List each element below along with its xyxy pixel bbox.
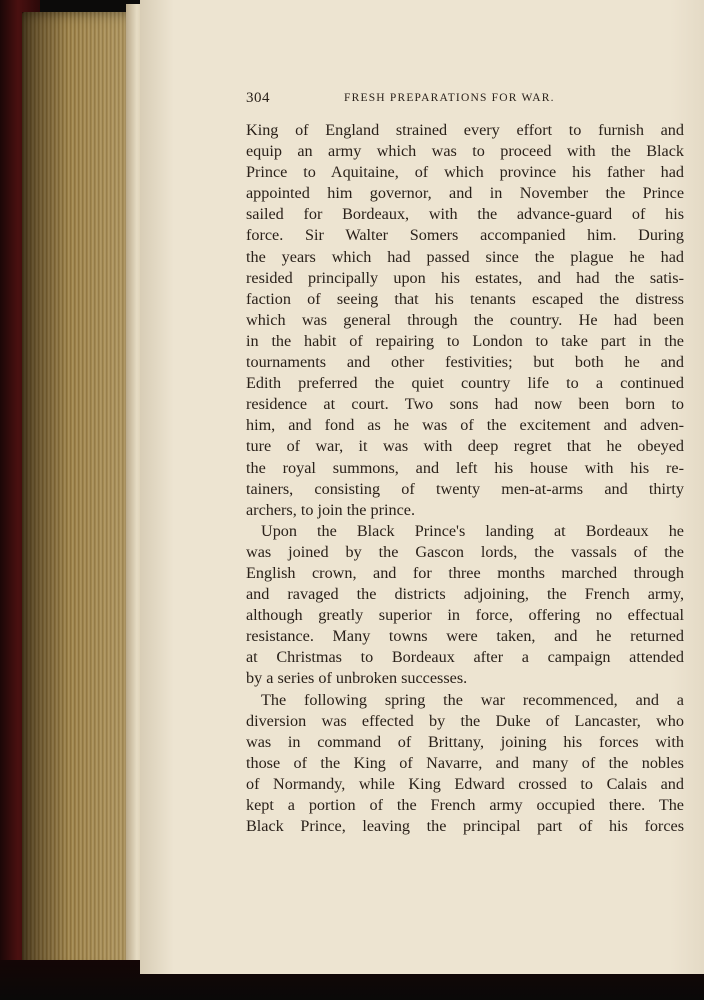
text-line: tainers, consisting of twenty men-at-arms and thirty (246, 479, 684, 498)
text-line: resided principally upon his estates, and had the satis- (246, 268, 684, 287)
text-line: the years which had passed since the plague he had (246, 247, 684, 266)
paragraph-start-line: The following spring the war recommenced, and a (261, 690, 684, 709)
paragraph-end-line: by a series of unbroken successes. (246, 669, 468, 688)
text-line: Edith preferred the quiet country life to a continued (246, 374, 684, 393)
text-line: residence at court. Two sons had now been born to (246, 395, 684, 414)
running-head: FRESH PREPARATIONS FOR WAR. (344, 92, 555, 104)
page-number: 304 (246, 90, 270, 106)
text-line: of Normandy, while King Edward crossed to Calais and (246, 774, 684, 793)
text-line: in the habit of repairing to London to take part in the (246, 331, 684, 350)
text-line: was in command of Brittany, joining his forces with (246, 732, 684, 751)
text-line: the royal summons, and left his house with his re- (246, 458, 684, 477)
text-line: which was general through the country. He had been (246, 310, 684, 329)
book-page (140, 0, 704, 974)
text-line: King of England strained every effort to furnish and (246, 121, 684, 139)
text-line: at Christmas to Bordeaux after a campaign attended (246, 648, 684, 667)
page-header (246, 90, 686, 110)
text-line: appointed him governor, and in November the Prince (246, 184, 684, 203)
paragraph-end-line: archers, to join the prince. (246, 500, 416, 519)
text-line: diversion was effected by the Duke of Lancaster, who (246, 711, 684, 730)
paragraph-start-line: Upon the Black Prince's landing at Bordeaux he (261, 521, 684, 540)
text-line: sailed for Bordeaux, with the advance-guard of his (246, 205, 684, 224)
text-line: equip an army which was to proceed with the Black (246, 142, 684, 161)
text-line: was joined by the Gascon lords, the vassals of the (246, 542, 684, 561)
text-line: Black Prince, leaving the principal part of his forces (246, 817, 684, 836)
body-text (246, 120, 684, 837)
page-edges-shadow (22, 12, 140, 974)
text-line: kept a portion of the French army occupied there. The (246, 796, 684, 814)
text-line: tournaments and other festivities; but both he and (246, 353, 684, 372)
text-line: faction of seeing that his tenants escaped the distress (246, 289, 684, 308)
text-line: and ravaged the districts adjoining, the French army, (246, 585, 684, 604)
text-line: force. Sir Walter Somers accompanied him. During (246, 226, 684, 245)
text-line: resistance. Many towns were taken, and he returned (246, 627, 684, 646)
text-line: him, and fond as he was of the excitement and adven- (246, 416, 684, 435)
text-line: English crown, and for three months marched through (246, 563, 684, 582)
text-line: those of the King of Navarre, and many of the nobles (246, 753, 684, 772)
text-line: ture of war, it was with deep regret that he obeyed (246, 437, 684, 456)
text-line: Prince to Aquitaine, of which province his father had (246, 163, 684, 182)
text-line: although greatly superior in force, offering no effectual (246, 606, 684, 625)
